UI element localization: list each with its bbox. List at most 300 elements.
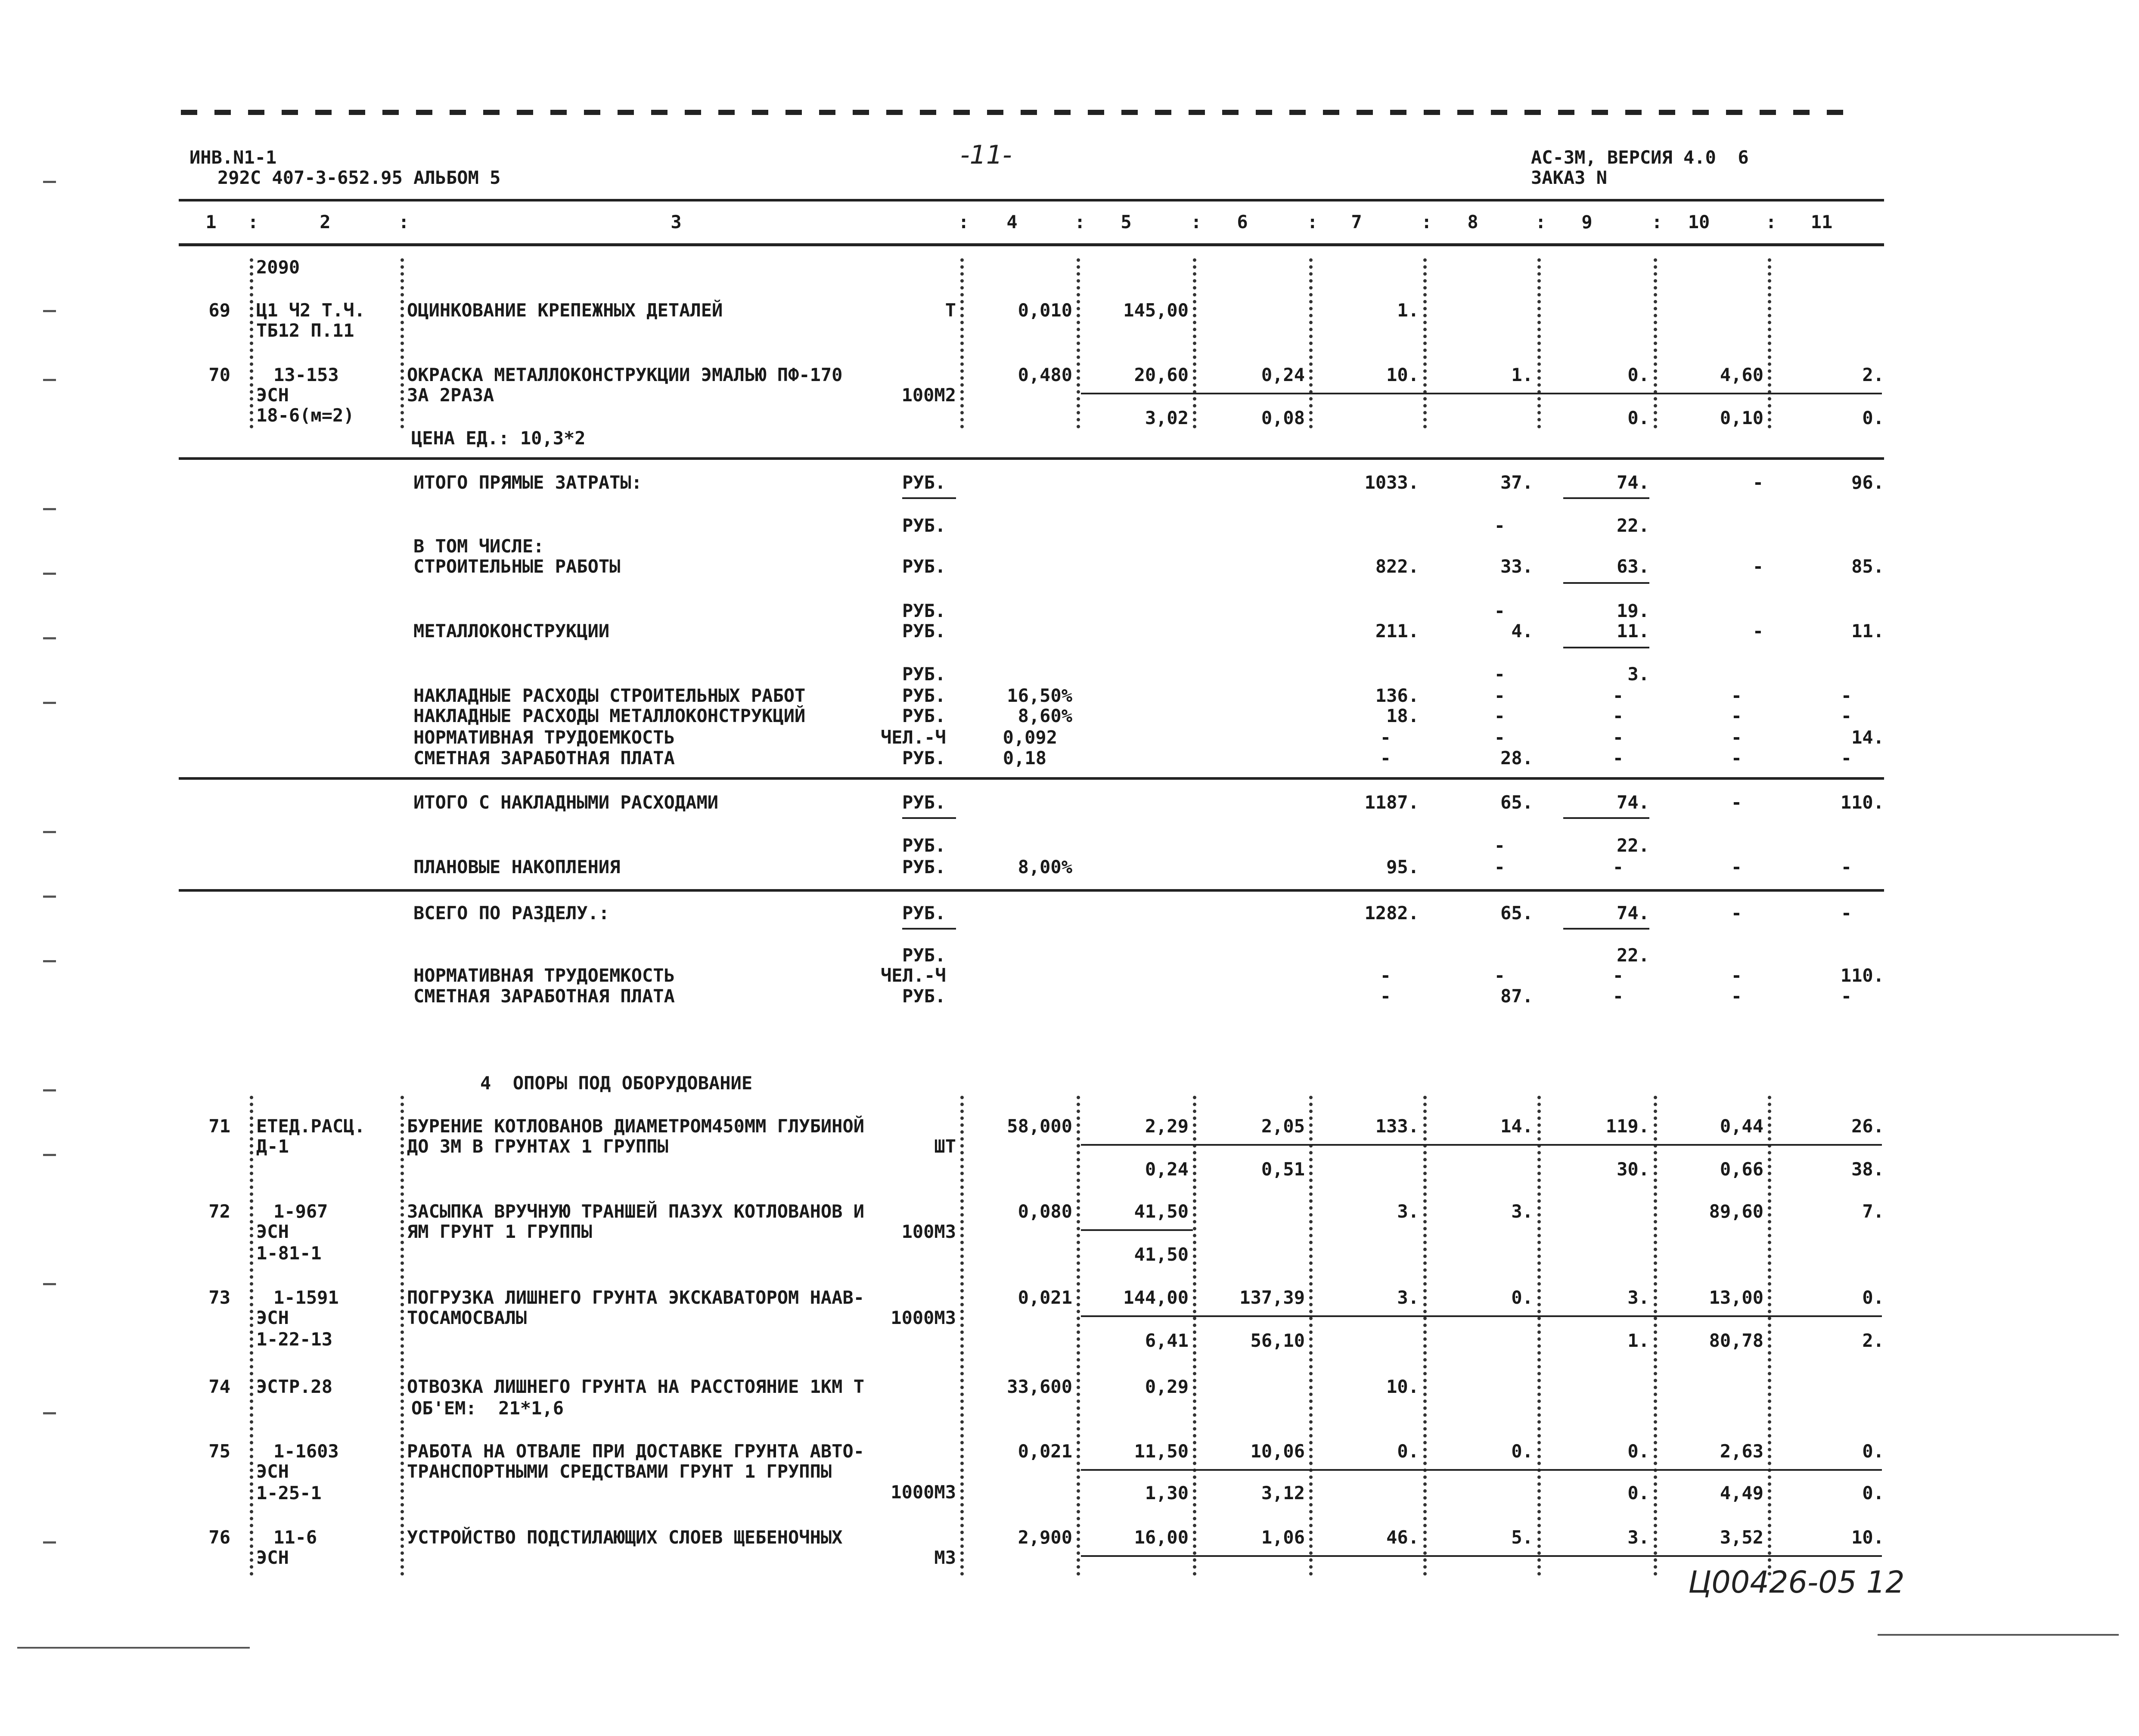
- row71-col8: 14.: [1500, 1116, 1533, 1137]
- row69-col4: 0,010: [1018, 300, 1072, 321]
- overhead-metal-col9: -: [1612, 705, 1624, 726]
- section-total-col11: -: [1841, 902, 1852, 924]
- col-header-8: 8: [1467, 211, 1478, 232]
- row73-col5-sub: 6,41: [1145, 1330, 1189, 1351]
- construction-col8: 33.: [1500, 556, 1533, 577]
- summary1-line: [179, 457, 1884, 460]
- row75-description: РАБОТА НА ОТВАЛЕ ПРИ ДОСТАВКЕ ГРУНТА АВТО-: [407, 1441, 865, 1462]
- row73-col10: 13,00: [1709, 1287, 1763, 1308]
- margin-mark: [43, 573, 56, 575]
- row73-subline: [1081, 1315, 1882, 1317]
- col-guide: [1768, 1096, 1776, 1576]
- wage-col8: 28.: [1500, 747, 1533, 769]
- wage-col9: -: [1612, 747, 1624, 769]
- overhead-metal-col8: -: [1494, 705, 1505, 726]
- row71-col10: 0,44: [1720, 1116, 1763, 1137]
- handwritten-footer-code: Ц00426-05 12: [1688, 1565, 1905, 1600]
- planned-savings-rate: 8,00%: [1018, 856, 1072, 877]
- col-header-9: 9: [1581, 211, 1593, 232]
- row73-number: 73: [208, 1287, 230, 1308]
- row73-col10-sub: 80,78: [1709, 1330, 1763, 1351]
- construction-col10: -: [1752, 556, 1763, 577]
- planned-savings-unit: РУБ.: [902, 856, 946, 877]
- row74-description: ОТВОЗКА ЛИШНЕГО ГРУНТА НА РАССТОЯНИЕ 1КМ Т: [407, 1376, 865, 1397]
- row75-description2: ТРАНСПОРТНЫМИ СРЕДСТВАМИ ГРУНТ 1 ГРУППЫ: [407, 1461, 832, 1482]
- bottom-right-edge-line: [1878, 1634, 2119, 1636]
- labor-col11: 14.: [1851, 727, 1884, 748]
- row70-code3: 18-6(м=2): [256, 405, 354, 426]
- row76-subline: [1081, 1555, 1882, 1557]
- page-number: -11-: [960, 140, 1012, 170]
- row75-unit: 1000М3: [891, 1482, 956, 1503]
- col-guide: [1193, 258, 1201, 428]
- direct-costs-label: ИТОГО ПРЯМЫЕ ЗАТРАТЫ:: [413, 472, 643, 493]
- wage-col10: -: [1731, 747, 1742, 769]
- section-wage-label: СМЕТНАЯ ЗАРАБОТНАЯ ПЛАТА: [413, 986, 675, 1007]
- row69-code2: ТБ12 П.11: [256, 320, 354, 341]
- row74-col5: 0,29: [1145, 1376, 1189, 1397]
- margin-mark: [43, 637, 56, 639]
- planned-savings-col7: 95.: [1386, 856, 1419, 877]
- margin-mark: [43, 896, 56, 898]
- row74-col7: 10.: [1386, 1376, 1419, 1397]
- row72-code: 1-967: [273, 1201, 328, 1222]
- metal-col8: 4.: [1511, 620, 1533, 642]
- col-guide: [1077, 1096, 1084, 1576]
- construction-col8-2: -: [1494, 600, 1505, 621]
- overhead-construction-label: НАКЛАДНЫЕ РАСХОДЫ СТРОИТЕЛЬНЫХ РАБОТ: [413, 685, 806, 706]
- row73-col4: 0,021: [1018, 1287, 1072, 1308]
- section-labor-col10: -: [1731, 965, 1742, 986]
- row69-code: Ц1 Ч2 Т.Ч.: [256, 300, 365, 321]
- margin-mark: [43, 1154, 56, 1156]
- row71-code: ЕТЕД.РАСЦ.: [256, 1116, 365, 1137]
- construction-unit2: РУБ.: [902, 600, 946, 621]
- overhead-construction-col7: 136.: [1375, 685, 1419, 706]
- row70-col10: 4,60: [1720, 364, 1763, 385]
- col-guide: [1768, 258, 1776, 428]
- col-sep: :: [1535, 211, 1546, 232]
- row74-col4: 33,600: [1007, 1376, 1072, 1397]
- row73-description: ПОГРУЗКА ЛИШНЕГО ГРУНТА ЭКСКАВАТОРОМ НААВ-: [407, 1287, 865, 1308]
- construction-unit: РУБ.: [902, 556, 946, 577]
- row76-number: 76: [208, 1527, 230, 1548]
- margin-mark: [43, 702, 56, 704]
- col-guide: [1309, 258, 1317, 428]
- row75-col11: 0.: [1862, 1441, 1884, 1462]
- metal-col9-2: 3.: [1627, 663, 1649, 685]
- labor-col7: -: [1380, 727, 1391, 748]
- row73-col6: 137,39: [1239, 1287, 1305, 1308]
- header-line-top: [179, 199, 1884, 202]
- row71-col5-sub: 0,24: [1145, 1159, 1189, 1180]
- row76-col8: 5.: [1511, 1527, 1533, 1548]
- wage-unit: РУБ.: [902, 747, 946, 769]
- section-wage-col10: -: [1731, 986, 1742, 1007]
- col-header-7: 7: [1351, 211, 1362, 232]
- col-sep: :: [1652, 211, 1663, 232]
- row70-code: 13-153: [273, 364, 339, 385]
- row71-col10-sub: 0,66: [1720, 1159, 1763, 1180]
- row72-col5: 41,50: [1134, 1201, 1189, 1222]
- row71-col11: 26.: [1851, 1116, 1884, 1137]
- section-wage-unit: РУБ.: [902, 986, 946, 1007]
- construction-col9: 63.: [1617, 556, 1649, 577]
- inventory-number: ИНВ.N1-1: [189, 147, 277, 168]
- wage-col11: -: [1841, 747, 1852, 769]
- total-with-overhead-unit: РУБ.: [902, 792, 946, 813]
- row75-col9-sub: 0.: [1627, 1482, 1649, 1504]
- total-with-overhead-col7: 1187.: [1364, 792, 1419, 813]
- row70-col6-sub: 0,08: [1261, 407, 1305, 428]
- section-labor-label: НОРМАТИВНАЯ ТРУДОЕМКОСТЬ: [413, 965, 675, 986]
- direct-costs-col8: 37.: [1500, 472, 1533, 493]
- row71-col7: 133.: [1375, 1116, 1419, 1137]
- row72-col11: 7.: [1862, 1201, 1884, 1222]
- direct-costs-unit: РУБ.: [902, 472, 946, 493]
- section-labor-unit: ЧЕЛ.-Ч: [881, 965, 946, 986]
- margin-mark: [43, 1089, 56, 1091]
- row75-code3: 1-25-1: [256, 1482, 322, 1504]
- col-header-11: 11: [1810, 211, 1833, 232]
- overhead-construction-col8: -: [1494, 685, 1505, 706]
- row72-col8: 3.: [1511, 1201, 1533, 1222]
- col-guide: [1309, 1096, 1317, 1576]
- col-header-4: 4: [1006, 211, 1018, 232]
- row71-description2: ДО 3М В ГРУНТАХ 1 ГРУППЫ: [407, 1136, 668, 1157]
- row76-col7: 46.: [1386, 1527, 1419, 1548]
- labor-col8: -: [1494, 727, 1505, 748]
- document-code: 292С 407-3-652.95 АЛЬБОМ 5: [217, 167, 501, 188]
- row73-code3: 1-22-13: [256, 1329, 333, 1350]
- section-labor-col7: -: [1380, 965, 1391, 986]
- margin-mark: [43, 831, 56, 833]
- row71-col6: 2,05: [1261, 1116, 1305, 1137]
- row75-col5: 11,50: [1134, 1441, 1189, 1462]
- col-guide: [1537, 258, 1545, 428]
- col-guide: [1423, 1096, 1431, 1576]
- row70-col10-sub: 0,10: [1720, 407, 1763, 428]
- row75-col6: 10,06: [1250, 1441, 1305, 1462]
- row76-unit: М3: [934, 1547, 956, 1568]
- margin-mark: [43, 508, 56, 510]
- row70-code2: ЭСН: [256, 384, 289, 406]
- row73-col11-sub: 2.: [1862, 1330, 1884, 1351]
- margin-mark: [43, 960, 56, 962]
- col-sep: :: [1074, 211, 1086, 232]
- margin-mark: [43, 1541, 56, 1544]
- construction-col9-2: 19.: [1617, 600, 1649, 621]
- col-sep: :: [958, 211, 969, 232]
- row72-subline: [1081, 1229, 1193, 1231]
- section-wage-col8: 87.: [1500, 986, 1533, 1007]
- row73-unit: 1000М3: [891, 1307, 956, 1328]
- total-with-overhead-col11: 110.: [1840, 792, 1884, 813]
- section-total-col9-2: 22.: [1617, 945, 1649, 966]
- labor-rate: 0,092: [1003, 727, 1057, 748]
- direct-costs-col7: 1033.: [1364, 472, 1419, 493]
- row73-code2: ЭСН: [256, 1307, 289, 1328]
- col-guide: [1193, 1096, 1201, 1576]
- overhead-metal-col7: 18.: [1386, 705, 1419, 726]
- labor-label: НОРМАТИВНАЯ ТРУДОЕМКОСТЬ: [413, 727, 675, 748]
- labor-col10: -: [1731, 727, 1742, 748]
- unit-underline: [902, 497, 956, 499]
- total-with-overhead-col8-2: -: [1494, 835, 1505, 856]
- direct-costs-col9: 74.: [1617, 472, 1649, 493]
- header-line-bottom: [179, 243, 1884, 246]
- planned-savings-label: ПЛАНОВЫЕ НАКОПЛЕНИЯ: [413, 856, 621, 877]
- section-labor-col9: -: [1612, 965, 1624, 986]
- col-sep: :: [1307, 211, 1318, 232]
- row72-code3: 1-81-1: [256, 1243, 322, 1264]
- bottom-left-edge-line: [17, 1647, 250, 1649]
- row71-code2: Д-1: [256, 1136, 289, 1157]
- section-total-unit: РУБ.: [902, 902, 946, 924]
- col-sep: :: [248, 211, 259, 232]
- row71-col6-sub: 0,51: [1261, 1159, 1305, 1180]
- row74-number: 74: [208, 1376, 230, 1397]
- row72-description2: ЯМ ГРУНТ 1 ГРУППЫ: [407, 1221, 592, 1242]
- total-with-overhead-col9: 74.: [1617, 792, 1649, 813]
- row73-col9: 3.: [1627, 1287, 1649, 1308]
- row70-col11: 2.: [1862, 364, 1884, 385]
- wage-rate: 0,18: [1003, 747, 1046, 769]
- row69-number: 69: [208, 300, 230, 321]
- margin-mark: [43, 181, 56, 183]
- row73-description2: ТОСАМОСВАЛЫ: [407, 1307, 527, 1328]
- row72-col7: 3.: [1397, 1201, 1419, 1222]
- order-number: ЗАКАЗ N: [1531, 167, 1608, 188]
- section-wage-col9: -: [1612, 986, 1624, 1007]
- row76-col4: 2,900: [1018, 1527, 1072, 1548]
- direct-costs-col10: -: [1752, 472, 1763, 493]
- top-dashed-line: [181, 110, 1860, 115]
- direct-costs-col11: 96.: [1851, 472, 1884, 493]
- direct-costs-col8-2: -: [1494, 515, 1505, 536]
- col-guide: [1537, 1096, 1545, 1576]
- section-total-col7: 1282.: [1364, 902, 1419, 924]
- metal-col7: 211.: [1375, 620, 1419, 642]
- section-total-col9: 74.: [1617, 902, 1649, 924]
- row70-description: ОКРАСКА МЕТАЛЛОКОНСТРУКЦИИ ЭМАЛЬЮ ПФ-170: [407, 364, 843, 385]
- direct-costs-unit2: РУБ.: [902, 515, 946, 536]
- row75-col10-sub: 4,49: [1720, 1482, 1763, 1504]
- section-wage-col7: -: [1380, 986, 1391, 1007]
- planned-savings-col11: -: [1841, 856, 1852, 877]
- row71-col5: 2,29: [1145, 1116, 1189, 1137]
- col-header-10: 10: [1688, 211, 1710, 232]
- row73-code: 1-1591: [273, 1287, 339, 1308]
- row72-col4: 0,080: [1018, 1201, 1072, 1222]
- row75-col9: 0.: [1627, 1441, 1649, 1462]
- total-with-overhead-col10: -: [1731, 792, 1742, 813]
- section-total-label: ВСЕГО ПО РАЗДЕЛУ.:: [413, 902, 610, 924]
- row69-description: ОЦИНКОВАНИЕ КРЕПЕЖНЫХ ДЕТАЛЕЙ: [407, 300, 723, 321]
- section-total-col8: 65.: [1500, 902, 1533, 924]
- row76-code: 11-6: [273, 1527, 317, 1548]
- row76-description: УСТРОЙСТВО ПОДСТИЛАЮЩИХ СЛОЕВ ЩЕБЕНОЧНЫХ: [407, 1527, 843, 1548]
- row71-col9: 119.: [1605, 1116, 1649, 1137]
- wage-label: СМЕТНАЯ ЗАРАБОТНАЯ ПЛАТА: [413, 747, 675, 769]
- row70-description2: ЗА 2РАЗА: [407, 384, 494, 406]
- row76-col11: 10.: [1851, 1527, 1884, 1548]
- row70-unit: 100М2: [901, 384, 956, 406]
- margin-mark: [43, 1283, 56, 1285]
- col-guide: [1077, 258, 1084, 428]
- row70-col9-sub: 0.: [1627, 407, 1649, 428]
- row73-col8: 0.: [1511, 1287, 1533, 1308]
- planned-savings-col10: -: [1731, 856, 1742, 877]
- col-header-3: 3: [671, 211, 682, 232]
- row71-description: БУРЕНИЕ КОТЛОВАНОВ ДИАМЕТРОМ450ММ ГЛУБИНОЙ: [407, 1116, 865, 1137]
- col9-underline: [1563, 647, 1649, 648]
- row70-col8: 1.: [1511, 364, 1533, 385]
- construction-col7: 822.: [1375, 556, 1419, 577]
- row73-col9-sub: 1.: [1627, 1330, 1649, 1351]
- row72-description: ЗАСЫПКА ВРУЧНУЮ ТРАНШЕЙ ПАЗУХ КОТЛОВАНОВ И: [407, 1201, 865, 1222]
- col9-underline: [1563, 817, 1649, 819]
- row75-col10: 2,63: [1720, 1441, 1763, 1462]
- wage-col7: -: [1380, 747, 1391, 769]
- row72-number: 72: [208, 1201, 230, 1222]
- row75-col5-sub: 1,30: [1145, 1482, 1189, 1504]
- row75-col7: 0.: [1397, 1441, 1419, 1462]
- overhead-construction-rate: 16,50%: [1007, 685, 1072, 706]
- row72-unit: 100М3: [901, 1221, 956, 1242]
- row69-col5: 145,00: [1123, 300, 1189, 321]
- summary3-line: [179, 889, 1884, 892]
- total-with-overhead-col8: 65.: [1500, 792, 1533, 813]
- row71-unit: ШТ: [934, 1136, 956, 1157]
- total-with-overhead-col9-2: 22.: [1617, 835, 1649, 856]
- row76-col9: 3.: [1627, 1527, 1649, 1548]
- row75-code: 1-1603: [273, 1441, 339, 1462]
- row70-price-note: ЦЕНА ЕД.: 10,3*2: [411, 428, 586, 449]
- planned-savings-col9: -: [1612, 856, 1624, 877]
- row74-description2: ОБ'ЕМ: 21*1,6: [411, 1398, 564, 1419]
- metal-label: МЕТАЛЛОКОНСТРУКЦИИ: [413, 620, 610, 642]
- row75-col4: 0,021: [1018, 1441, 1072, 1462]
- margin-mark: [43, 1412, 56, 1414]
- overhead-metal-label: НАКЛАДНЫЕ РАСХОДЫ МЕТАЛЛОКОНСТРУКЦИЙ: [413, 705, 806, 726]
- row69-code-pre: 2090: [256, 257, 300, 278]
- row72-col10: 89,60: [1709, 1201, 1763, 1222]
- metal-col9: 11.: [1617, 620, 1649, 642]
- col-guide: [400, 1096, 408, 1576]
- row71-number: 71: [208, 1116, 230, 1137]
- section-total-unit2: РУБ.: [902, 945, 946, 966]
- row75-subline: [1081, 1469, 1882, 1471]
- unit-underline: [902, 928, 956, 930]
- row70-col9: 0.: [1627, 364, 1649, 385]
- section-labor-col8: -: [1494, 965, 1505, 986]
- col-guide: [1654, 258, 1661, 428]
- margin-mark: [43, 310, 56, 312]
- row70-col5: 20,60: [1134, 364, 1189, 385]
- row70-col11-sub: 0.: [1862, 407, 1884, 428]
- row76-col10: 3,52: [1720, 1527, 1763, 1548]
- col-sep: :: [1191, 211, 1202, 232]
- row70-subline: [1081, 393, 1882, 394]
- overhead-metal-rate: 8,60%: [1018, 705, 1072, 726]
- row70-col4: 0,480: [1018, 364, 1072, 385]
- overhead-metal-col11: -: [1841, 705, 1852, 726]
- row69-col7: 1.: [1397, 300, 1419, 321]
- metal-unit: РУБ.: [902, 620, 946, 642]
- row71-subline: [1081, 1144, 1882, 1146]
- section4-title: 4 ОПОРЫ ПОД ОБОРУДОВАНИЕ: [480, 1073, 753, 1094]
- row75-col6-sub: 3,12: [1261, 1482, 1305, 1504]
- overhead-construction-col10: -: [1731, 685, 1742, 706]
- row75-col8: 0.: [1511, 1441, 1533, 1462]
- summary2-line: [179, 777, 1884, 780]
- labor-col9: -: [1612, 727, 1624, 748]
- col9-underline: [1563, 582, 1649, 584]
- row73-col7: 3.: [1397, 1287, 1419, 1308]
- col-sep: :: [1766, 211, 1777, 232]
- metal-col10: -: [1752, 620, 1763, 642]
- labor-unit: ЧЕЛ.-Ч: [881, 727, 946, 748]
- metal-unit2: РУБ.: [902, 663, 946, 685]
- col-guide: [960, 1096, 968, 1576]
- row75-number: 75: [208, 1441, 230, 1462]
- col-header-6: 6: [1237, 211, 1248, 232]
- row69-unit: Т: [945, 300, 956, 321]
- col-guide: [1423, 258, 1431, 428]
- row71-col9-sub: 30.: [1617, 1159, 1649, 1180]
- program-version: АС-3М, ВЕРСИЯ 4.0 6: [1531, 147, 1749, 168]
- construction-label: СТРОИТЕЛЬНЫЕ РАБОТЫ: [413, 556, 621, 577]
- col-header-2: 2: [320, 211, 331, 232]
- row71-col11-sub: 38.: [1851, 1159, 1884, 1180]
- row76-col6: 1,06: [1261, 1527, 1305, 1548]
- col-sep: :: [398, 211, 410, 232]
- row70-col6: 0,24: [1261, 364, 1305, 385]
- col-guide: [1654, 1096, 1661, 1576]
- row71-col4: 58,000: [1007, 1116, 1072, 1137]
- col9-underline: [1563, 928, 1649, 930]
- row70-number: 70: [208, 364, 230, 385]
- total-with-overhead-label: ИТОГО С НАКЛАДНЫМИ РАСХОДАМИ: [413, 792, 719, 813]
- including-label: В ТОМ ЧИСЛЕ:: [413, 536, 544, 557]
- row76-col5: 16,00: [1134, 1527, 1189, 1548]
- metal-col11: 11.: [1851, 620, 1884, 642]
- row75-code2: ЭСН: [256, 1461, 289, 1482]
- row73-col11: 0.: [1862, 1287, 1884, 1308]
- col9-underline: [1563, 497, 1649, 499]
- row70-col5-sub: 3,02: [1145, 407, 1189, 428]
- row75-col11-sub: 0.: [1862, 1482, 1884, 1504]
- row76-code2: ЭСН: [256, 1547, 289, 1568]
- section-labor-col11: 110.: [1840, 965, 1884, 986]
- col-header-1: 1: [205, 211, 217, 232]
- overhead-construction-col9: -: [1612, 685, 1624, 706]
- overhead-metal-col10: -: [1731, 705, 1742, 726]
- overhead-construction-unit: РУБ.: [902, 685, 946, 706]
- row72-code2: ЭСН: [256, 1221, 289, 1242]
- construction-col11: 85.: [1851, 556, 1884, 577]
- section-total-col10: -: [1731, 902, 1742, 924]
- row70-col7: 10.: [1386, 364, 1419, 385]
- direct-costs-col9-2: 22.: [1617, 515, 1649, 536]
- overhead-construction-col11: -: [1841, 685, 1852, 706]
- row74-code: ЭСТР.28: [256, 1376, 333, 1397]
- col-guide: [960, 258, 968, 428]
- section-wage-col11: -: [1841, 986, 1852, 1007]
- total-with-overhead-unit2: РУБ.: [902, 835, 946, 856]
- metal-col8-2: -: [1494, 663, 1505, 685]
